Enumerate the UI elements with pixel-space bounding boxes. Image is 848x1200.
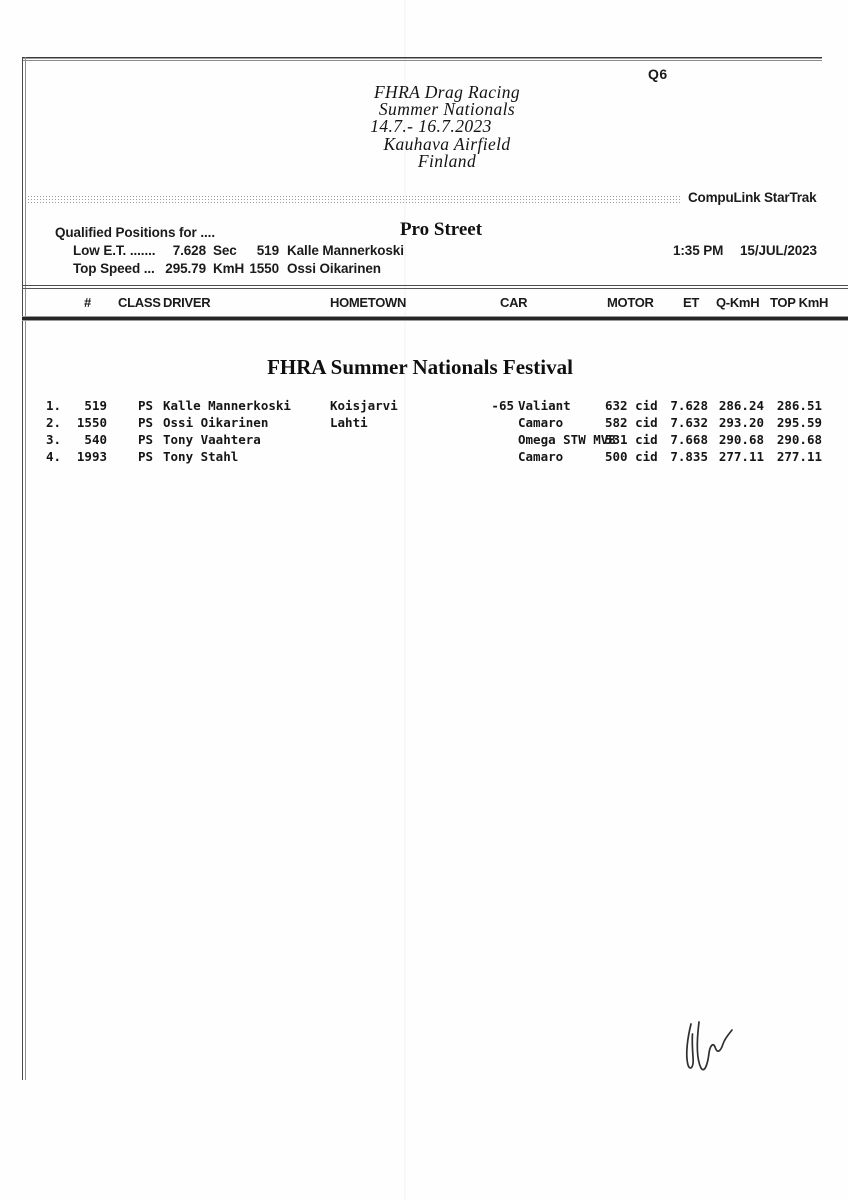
low-et-value: 7.628 xyxy=(172,243,206,258)
cell-pos: 2. xyxy=(46,414,62,430)
table-row xyxy=(0,415,848,432)
cell-class: PS xyxy=(138,448,154,464)
handwritten-signature xyxy=(682,1010,744,1085)
print-date: 15/JUL/2023 xyxy=(740,243,817,258)
low-et-unit: Sec xyxy=(213,243,237,258)
cell-driver: Kalle Mannerkoski xyxy=(163,398,291,413)
class-title: Pro Street xyxy=(399,219,483,240)
cell-car_prefix: -65 xyxy=(491,398,514,413)
col-header-qkmh: Q-KmH xyxy=(716,295,760,310)
table-header-rule xyxy=(22,316,848,323)
cell-number: 540 xyxy=(84,431,107,447)
signature-scribble xyxy=(682,1010,744,1080)
top-speed-unit: KmH xyxy=(213,261,245,276)
event-country-line: Finland xyxy=(417,150,477,171)
cell-topkmh: 290.68 xyxy=(776,431,822,447)
qualified-positions-label: Qualified Positions for .... xyxy=(55,225,215,240)
event-date-line: 14.7.- 16.7.2023 xyxy=(370,116,492,137)
cell-topkmh: 286.51 xyxy=(776,398,822,413)
cell-et: 7.668 xyxy=(670,431,708,447)
event-name-line: FHRA Drag Racing xyxy=(373,82,521,102)
cell-qkmh: 277.11 xyxy=(718,448,764,464)
cell-number: 1993 xyxy=(76,448,107,464)
cell-qkmh: 286.24 xyxy=(718,398,764,413)
timing-system-brand: CompuLink StarTrak xyxy=(688,190,817,205)
cell-number: 1550 xyxy=(76,414,107,430)
top-speed-row xyxy=(0,261,848,276)
cell-driver: Ossi Oikarinen xyxy=(163,414,269,430)
section-title: FHRA Summer Nationals Festival xyxy=(267,355,573,379)
table-row xyxy=(0,449,848,466)
cell-class: PS xyxy=(138,431,154,447)
col-header-hometown: HOMETOWN xyxy=(330,295,407,310)
cell-pos: 4. xyxy=(46,448,62,464)
cell-motor: 531 cid xyxy=(605,431,658,447)
top-speed-value: 295.79 xyxy=(165,261,206,276)
event-subname-line: Summer Nationals xyxy=(378,99,516,120)
round-label: Q6 xyxy=(648,66,668,82)
cell-number: 519 xyxy=(84,398,107,413)
cell-motor: 582 cid xyxy=(605,414,658,430)
col-header-topkmh: TOP KmH xyxy=(770,295,829,310)
low-et-label: Low E.T. ....... xyxy=(73,243,156,258)
cell-car: Omega STW MV8 xyxy=(518,431,616,447)
cell-class: PS xyxy=(138,414,154,430)
top-speed-driver: Ossi Oikarinen xyxy=(287,261,381,276)
col-header-class: CLASS xyxy=(118,295,161,310)
cell-car: Camaro xyxy=(518,448,564,464)
col-header-driver: DRIVER xyxy=(163,295,211,310)
low-et-driver: Kalle Mannerkoski xyxy=(287,243,404,258)
cell-et: 7.628 xyxy=(670,398,708,413)
table-row xyxy=(0,398,848,415)
col-header-motor: MOTOR xyxy=(607,295,654,310)
scan-fold-line xyxy=(404,0,406,1200)
cell-motor: 500 cid xyxy=(605,448,658,464)
low-et-car-number: 519 xyxy=(256,243,279,258)
event-venue-line: Kauhava Airfield xyxy=(383,133,511,154)
cell-topkmh: 277.11 xyxy=(776,448,822,464)
cell-pos: 1. xyxy=(46,398,62,413)
cell-hometown: Lahti xyxy=(330,414,368,430)
print-time: 1:35 PM xyxy=(673,243,724,258)
halftone-separator xyxy=(24,195,680,204)
cell-class: PS xyxy=(138,398,154,413)
cell-et: 7.835 xyxy=(670,448,708,464)
table-top-rule xyxy=(22,285,848,290)
cell-car: Valiant xyxy=(518,398,571,413)
cell-et: 7.632 xyxy=(670,414,708,430)
cell-motor: 632 cid xyxy=(605,398,658,413)
cell-driver: Tony Vaahtera xyxy=(163,431,261,447)
cell-car: Camaro xyxy=(518,414,564,430)
cell-hometown: Koisjarvi xyxy=(330,398,398,413)
page-border-left xyxy=(22,57,27,1080)
cell-pos: 3. xyxy=(46,431,62,447)
col-header-car: CAR xyxy=(500,295,528,310)
col-header-et: ET xyxy=(683,295,700,310)
top-speed-car-number: 1550 xyxy=(249,261,279,276)
page-border-top xyxy=(22,57,822,62)
table-row xyxy=(0,432,848,449)
cell-qkmh: 290.68 xyxy=(718,431,764,447)
cell-qkmh: 293.20 xyxy=(718,414,764,430)
top-speed-label: Top Speed ... xyxy=(73,261,155,276)
event-header xyxy=(306,84,588,170)
cell-topkmh: 295.59 xyxy=(776,414,822,430)
cell-driver: Tony Stahl xyxy=(163,448,239,464)
col-header-pos: # xyxy=(84,295,91,310)
